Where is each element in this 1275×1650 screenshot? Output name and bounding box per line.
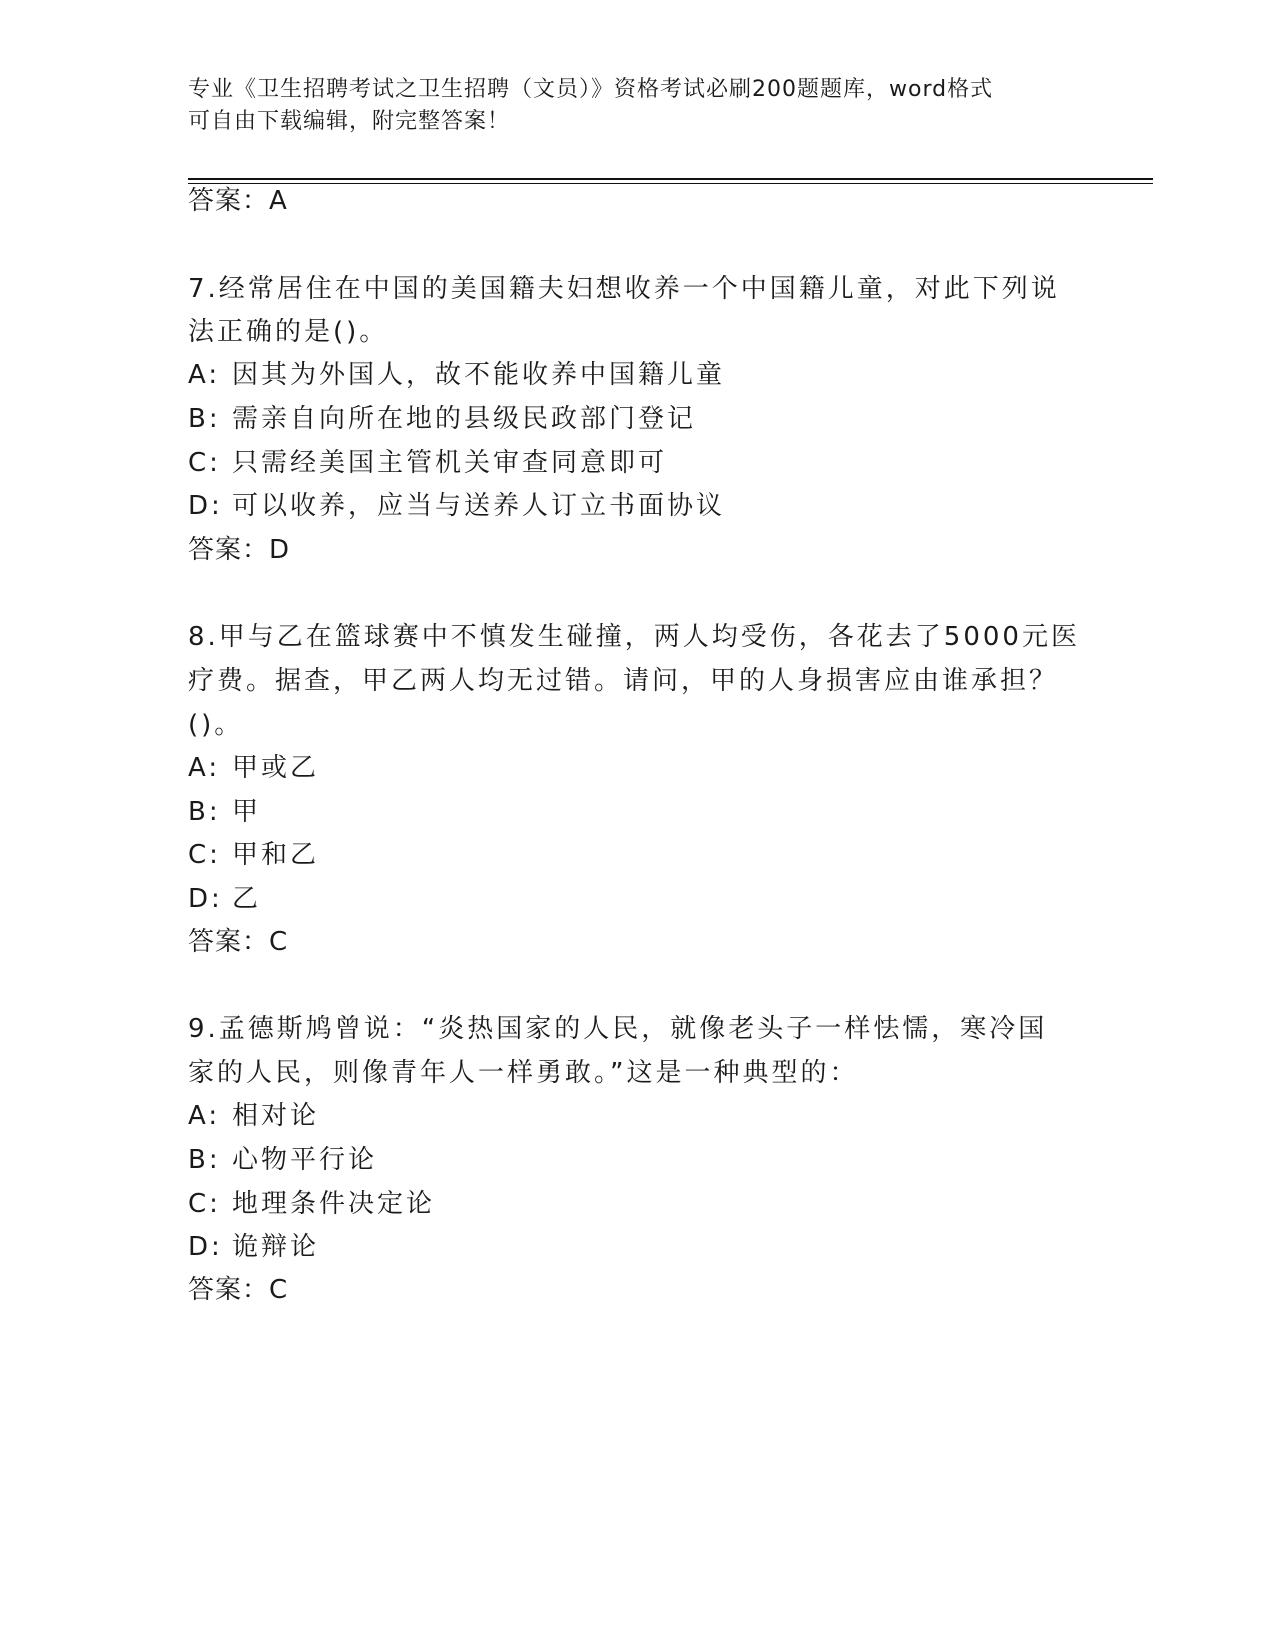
option-label: A: bbox=[188, 360, 221, 390]
option-label: D: bbox=[188, 491, 223, 521]
option-text: 可以收养，应当与送养人订立书面协议 bbox=[232, 491, 726, 521]
question-7-stem-line-1: 7.经常居住在中国的美国籍夫妇想收养一个中国籍儿童，对此下列说 bbox=[188, 274, 1060, 304]
header-line-2: 可自由下载编辑，附完整答案！ bbox=[188, 109, 511, 134]
option-text: 心物平行论 bbox=[232, 1145, 378, 1175]
option-label: C: bbox=[188, 448, 221, 478]
option-text: 乙 bbox=[232, 884, 262, 914]
question-8-option-d bbox=[188, 882, 261, 916]
question-8-stem-line-1: 8.甲与乙在篮球赛中不慎发生碰撞，两人均受伤，各花去了5000元医 bbox=[188, 622, 1080, 652]
page-header bbox=[188, 74, 1088, 138]
option-text: 需亲自向所在地的县级民政部门登记 bbox=[232, 404, 697, 434]
question-9-option-c bbox=[188, 1187, 435, 1221]
question-8-stem-line-2: 疗费。据查，甲乙两人均无过错。请问，甲的人身损害应由谁承担？ bbox=[188, 666, 1059, 696]
question-8-answer: 答案：C bbox=[188, 927, 289, 957]
option-label: D: bbox=[188, 884, 223, 914]
option-text: 相对论 bbox=[232, 1101, 320, 1131]
option-text: 因其为外国人，故不能收养中国籍儿童 bbox=[232, 360, 726, 390]
question-8-stem-line-3: ()。 bbox=[188, 710, 244, 740]
question-7-option-b bbox=[188, 402, 696, 436]
option-label: B: bbox=[188, 797, 221, 827]
option-text: 甲 bbox=[232, 797, 262, 827]
question-7-option-a bbox=[188, 358, 725, 392]
option-label: C: bbox=[188, 840, 221, 870]
question-9-option-a bbox=[188, 1099, 319, 1133]
header-line-1: 专业《卫生招聘考试之卫生招聘（文员）》资格考试必刷200题题库，word格式 bbox=[188, 77, 994, 102]
question-8-option-c bbox=[188, 838, 319, 872]
question-9-answer: 答案：C bbox=[188, 1275, 289, 1305]
question-7-stem-line-2: 法正确的是()。 bbox=[188, 317, 389, 347]
question-9-stem-line-1: 9.孟德斯鸠曾说：“炎热国家的人民，就像老头子一样怯懦，寒冷国 bbox=[188, 1014, 1048, 1044]
question-8-option-a bbox=[188, 751, 319, 785]
option-label: B: bbox=[188, 1145, 221, 1175]
header-divider-thin bbox=[188, 183, 1153, 184]
question-7-answer: 答案：D bbox=[188, 535, 291, 565]
previous-answer: 答案：A bbox=[188, 186, 288, 216]
question-9-option-b bbox=[188, 1143, 377, 1177]
option-label: C: bbox=[188, 1189, 221, 1219]
question-9-stem-line-2: 家的人民，则像青年人一样勇敢。”这是一种典型的： bbox=[188, 1058, 859, 1088]
option-label: A: bbox=[188, 753, 221, 783]
option-label: A: bbox=[188, 1101, 221, 1131]
question-9-option-d bbox=[188, 1230, 319, 1264]
option-text: 诡辩论 bbox=[232, 1232, 320, 1262]
question-7-option-c bbox=[188, 446, 667, 480]
option-label: B: bbox=[188, 404, 221, 434]
header-divider-thick bbox=[188, 178, 1153, 180]
question-8-option-b bbox=[188, 795, 261, 829]
option-text: 甲或乙 bbox=[232, 753, 320, 783]
option-label: D: bbox=[188, 1232, 223, 1262]
question-7-option-d bbox=[188, 489, 725, 523]
option-text: 只需经美国主管机关审查同意即可 bbox=[232, 448, 668, 478]
option-text: 甲和乙 bbox=[232, 840, 320, 870]
option-text: 地理条件决定论 bbox=[232, 1189, 436, 1219]
